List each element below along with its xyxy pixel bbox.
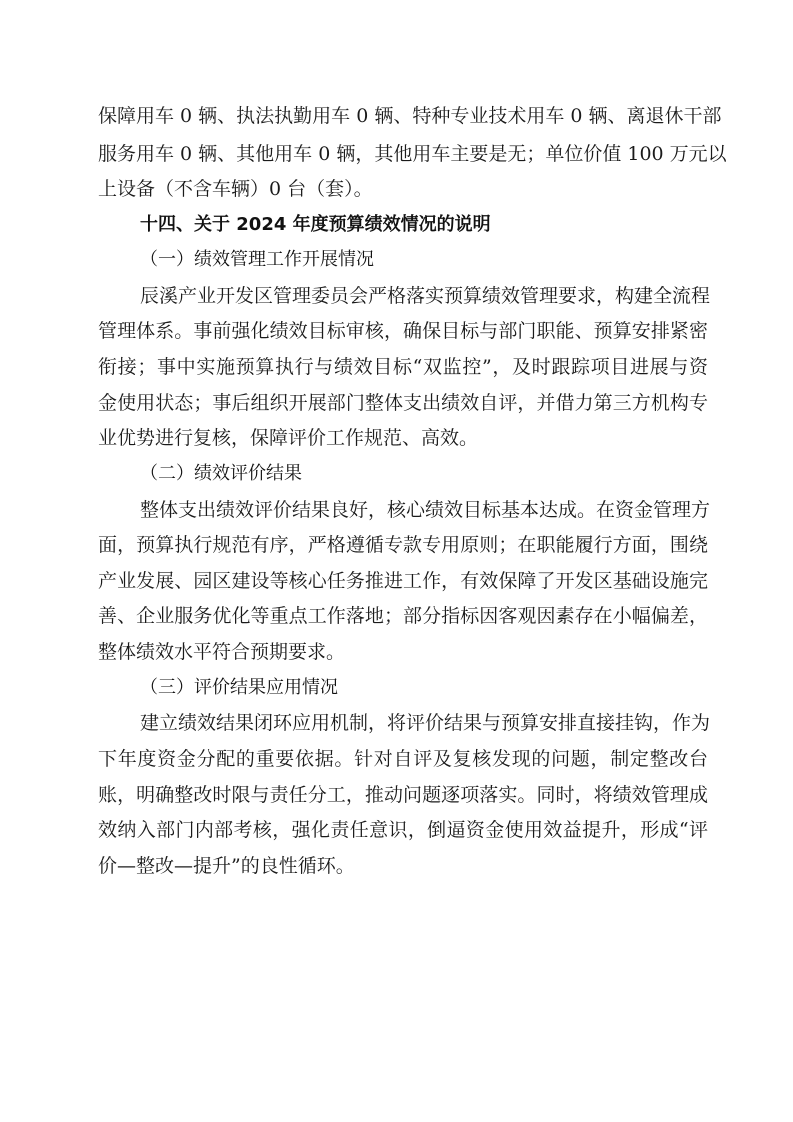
sub2-title: （二）绩效评价结果 <box>140 463 302 484</box>
intro-line-1: 保障用车 0 辆、执法执勤用车 0 辆、特种专业技术用车 0 辆、离退休干部 <box>98 105 722 127</box>
sub3-line-1: 建立绩效结果闭环应用机制，将评价结果与预算安排直接挂钩，作为 <box>140 712 711 734</box>
intro-line-2: 服务用车 0 辆、其他用车 0 辆，其他用车主要是无；单位价值 100 万元以 <box>98 143 727 165</box>
sub2-line-1: 整体支出绩效评价结果良好，核心绩效目标基本达成。在资金管理方 <box>140 499 711 521</box>
section-title: 十四、关于 2024 年度预算绩效情况的说明 <box>140 214 491 235</box>
sub3-line-5: 价—整改—提升”的良性循环。 <box>98 855 355 877</box>
sub3-title: （三）评价结果应用情况 <box>140 677 338 698</box>
sub2-line-2: 面，预算执行规范有序，严格遵循专款专用原则；在职能履行方面，围绕 <box>98 534 708 556</box>
sub1-title: （一）绩效管理工作开展情况 <box>140 249 374 270</box>
sub1-line-1: 辰溪产业开发区管理委员会严格落实预算绩效管理要求，构建全流程 <box>140 285 711 307</box>
sub2-line-4: 善、企业服务优化等重点工作落地；部分指标因客观因素存在小幅偏差， <box>98 605 708 627</box>
sub1-line-3: 衔接；事中实施预算执行与绩效目标“双监控”，及时跟踪项目进展与资 <box>98 356 708 378</box>
sub3-line-4: 效纳入部门内部考核，强化责任意识，倒逼资金使用效益提升，形成“评 <box>98 819 708 841</box>
sub2-line-5: 整体绩效水平符合预期要求。 <box>98 641 346 663</box>
sub1-line-5: 业优势进行复核，保障评价工作规范、高效。 <box>98 427 479 449</box>
sub2-line-3: 产业发展、园区建设等核心任务推进工作，有效保障了开发区基础设施完 <box>98 570 708 592</box>
sub3-line-3: 账，明确整改时限与责任分工，推动问题逐项落实。同时，将绩效管理成 <box>98 784 708 806</box>
sub1-line-4: 金使用状态；事后组织开展部门整体支出绩效自评，并借力第三方机构专 <box>98 392 708 414</box>
sub1-line-2: 管理体系。事前强化绩效目标审核，确保目标与部门职能、预算安排紧密 <box>98 320 708 342</box>
sub3-line-2: 下年度资金分配的重要依据。针对自评及复核发现的问题，制定整改台 <box>98 748 708 770</box>
intro-line-3: 上设备（不含车辆）0 台（套）。 <box>98 178 373 200</box>
